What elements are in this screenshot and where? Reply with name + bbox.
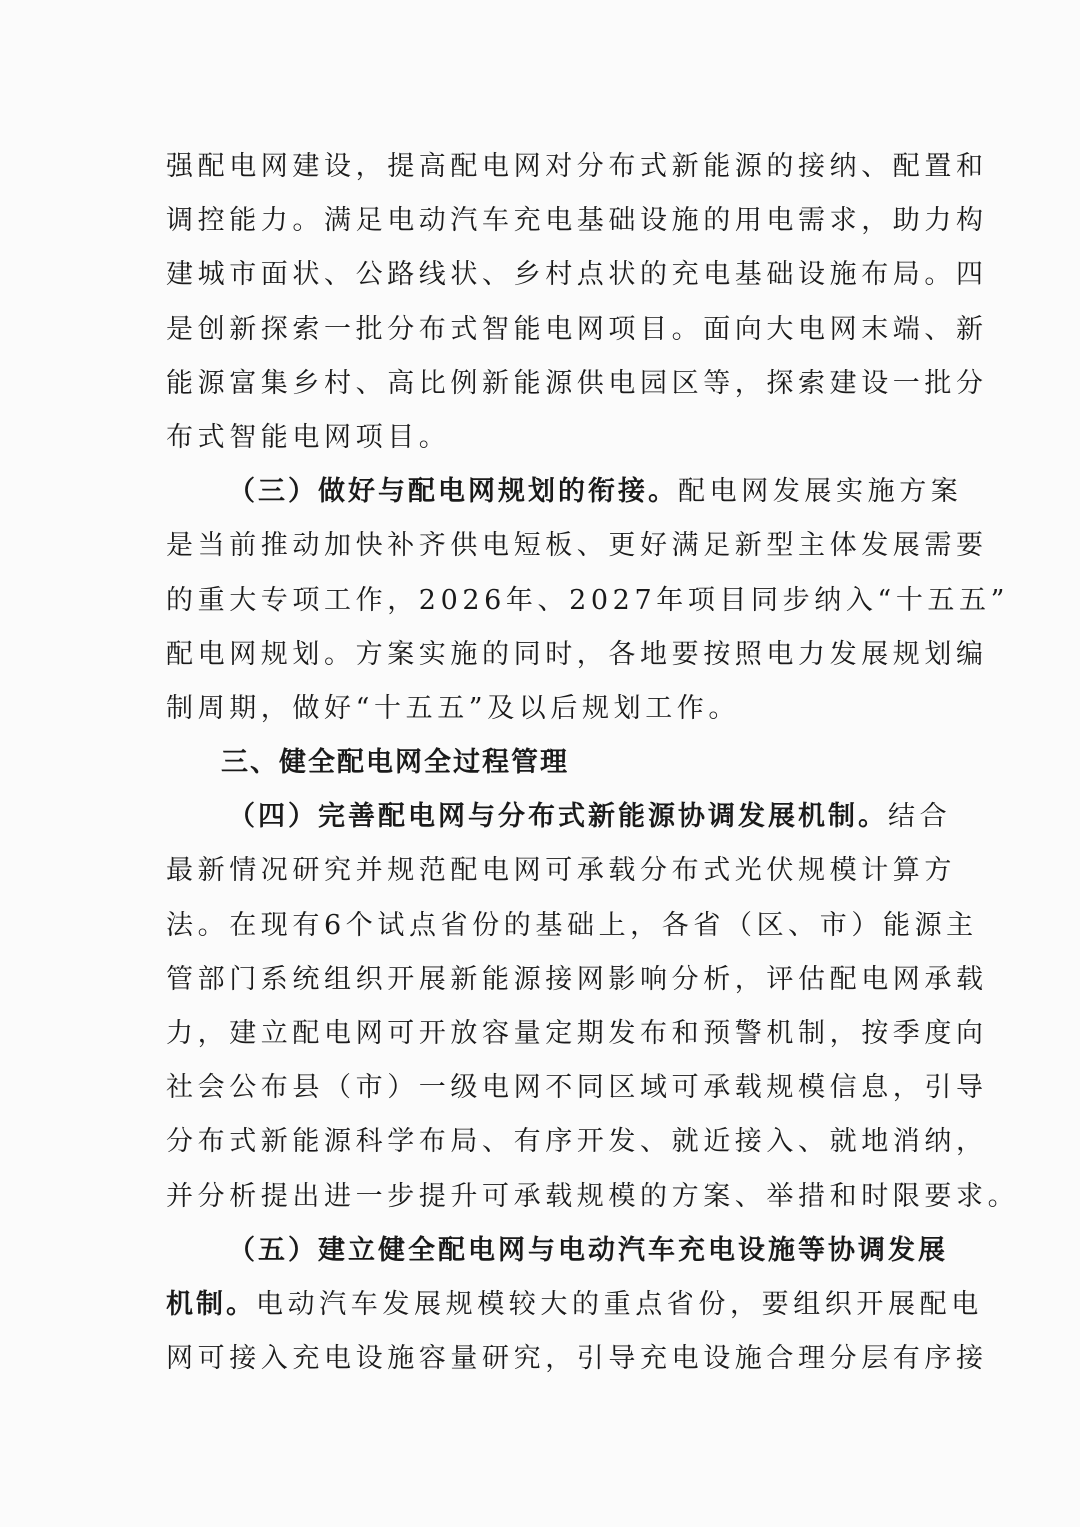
paragraph-start-line [166,1224,948,1278]
line-text: 最新情况研究并规范配电网可承载分布式光伏规模计算方 [166,855,956,887]
line-text: 的重大专项工作，2026年、2027年项目同步纳入“十五五” [166,584,1010,616]
line-text: 管部门系统组织开展新能源接网影响分析，评估配电网承载 [166,963,988,995]
line-text: 社会公布县（市）一级电网不同区域可承载规模信息，引导 [166,1072,988,1104]
text-line [166,248,988,302]
text-line [166,519,988,573]
line-text: 力，建立配电网可开放容量定期发布和预警机制，按季度向 [166,1018,988,1049]
text-line [166,1007,988,1061]
text-line [166,357,988,411]
line-text: 建城市面状、公路线状、乡村点状的充电基础设施布局。四 [166,259,988,291]
line-text: 网可接入充电设施容量研究，引导充电设施合理分层有序接 [166,1343,988,1375]
line-text: 配电网发展实施方案 [678,476,963,508]
line-text: 强配电网建设，提高配电网对分布式新能源的接纳、配置和 [166,151,988,182]
paragraph-start-line [166,790,952,844]
section-lead-bold: 机制。 [166,1288,256,1320]
line-text: 并分析提出进一步提升可承载规模的方案、举措和时限要求。 [166,1180,1020,1212]
text-line [166,411,926,465]
text-line [166,899,978,953]
section-heading [166,736,926,790]
line-text: 制周期，做好“十五五”及以后规划工作。 [166,692,741,724]
line-text: 法。在现有6个试点省份的基础上，各省（区、市）能源主 [166,909,978,941]
text-line [166,1278,983,1332]
text-line [166,628,988,682]
text-line [166,682,926,736]
text-line [166,574,1010,628]
paragraph-start-line [166,465,963,519]
line-text: 结合 [888,801,952,833]
section-lead-bold: （五）建立健全配电网与电动汽车充电设施等协调发展 [228,1234,948,1266]
text-line [166,194,988,248]
line-text: 配电网规划。方案实施的同时，各地要按照电力发展规划编 [166,638,988,670]
text-line [166,140,988,194]
line-text: 是创新探索一批分布式智能电网项目。面向大电网末端、新 [166,313,988,345]
section-heading-text: 三、健全配电网全过程管理 [221,747,569,779]
section-lead-bold: （三）做好与配电网规划的衔接。 [228,476,678,508]
text-line [166,1061,988,1115]
text-line [166,844,956,898]
text-line [166,1170,1020,1224]
line-text: 电动汽车发展规模较大的重点省份，要组织开展配电 [256,1288,983,1320]
text-line [166,303,988,357]
text-line [166,1115,988,1169]
document-body [166,140,1020,1386]
text-line [166,953,988,1007]
section-lead-bold: （四）完善配电网与分布式新能源协调发展机制。 [228,801,888,833]
text-line [166,1332,988,1386]
line-text: 分布式新能源科学布局、有序开发、就近接入、就地消纳， [166,1126,988,1158]
line-text: 布式智能电网项目。 [166,421,451,453]
line-text: 能源富集乡村、高比例新能源供电园区等，探索建设一批分 [166,367,988,399]
line-text: 调控能力。满足电动汽车充电基础设施的用电需求，助力构 [166,205,988,237]
line-text: 是当前推动加快补齐供电短板、更好满足新型主体发展需要 [166,530,988,562]
